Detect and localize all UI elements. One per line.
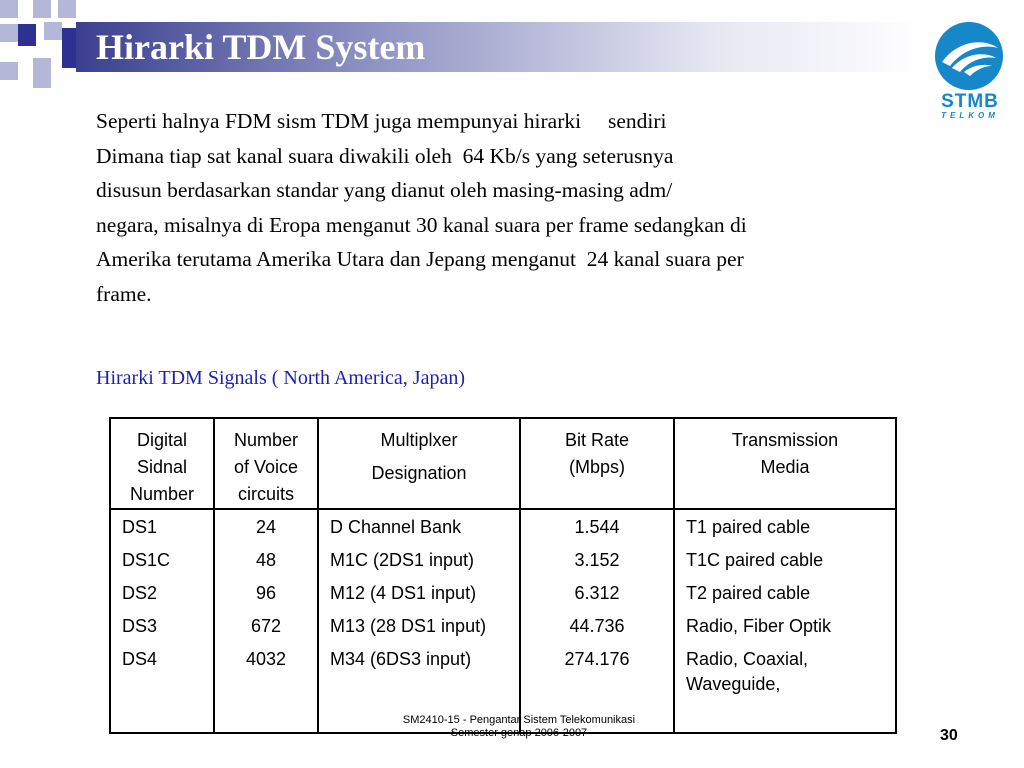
decor-square (33, 0, 51, 18)
header-digital-signal-number (110, 418, 214, 509)
table-cell: T1C paired cable (686, 550, 824, 570)
table-cell: M13 (28 DS1 input) (330, 616, 487, 636)
table-cell: 44.736 (569, 616, 625, 636)
header-line: Digital (136, 430, 188, 450)
body-line: Seperti halnya FDM sism TDM juga mempunyai hirarki sendiri (96, 109, 667, 133)
table-cell: DS3 (122, 616, 158, 636)
body-line: Amerika terutama Amerika Utara dan Jepang menganut 24 kanal suara per (96, 247, 744, 271)
cell-multiplexer (318, 509, 520, 733)
table-cell: 1.544 (574, 517, 620, 537)
header-line: Designation (371, 463, 467, 483)
body-paragraph (96, 104, 966, 311)
body-line: disusun berdasarkan standar yang dianut oleh masing-masing adm/ (96, 178, 673, 202)
body-line: negara, misalnya di Eropa menganut 30 kanal suara per frame sedangkan di (96, 212, 747, 237)
table-cell: 3.152 (574, 550, 620, 570)
table-cell: 672 (250, 616, 282, 636)
table-cell: D Channel Bank (330, 517, 462, 537)
footer-course: SM2410-15 - Pengantar Sistem Telekomunikasi (402, 714, 636, 726)
page-number: 30 (940, 727, 958, 744)
table-cell: M12 (4 DS1 input) (330, 583, 477, 603)
tdm-hierarchy-table (109, 417, 897, 734)
header-line: Number (129, 484, 195, 504)
table-cell: DS4 (122, 649, 158, 669)
decor-square (33, 58, 51, 88)
header-line: (Mbps) (568, 457, 625, 477)
body-line: frame. (96, 281, 152, 306)
table-cell: DS1 (122, 517, 158, 537)
slide-title: Hirarki TDM System (96, 27, 426, 67)
table-cell: 4032 (245, 649, 287, 669)
header-line: of Voice (233, 457, 299, 477)
header-bit-rate (520, 418, 674, 509)
table-cell: M34 (6DS3 input) (330, 649, 472, 669)
header-line: Multiplxer (380, 430, 458, 450)
header-line: Transmission (731, 430, 839, 450)
decor-square (0, 0, 18, 18)
logo-subtext: TELKOM (941, 111, 999, 120)
cell-transmission-media (674, 509, 896, 733)
table-cell: 6.312 (574, 583, 620, 603)
table-cell: 274.176 (564, 649, 630, 669)
table-cell: T1 paired cable (686, 517, 811, 537)
decor-square (0, 62, 18, 80)
header-multiplexer (318, 418, 520, 509)
decor-square (18, 24, 36, 46)
table-cell: Radio, Fiber Optik (686, 616, 832, 636)
header-line: Bit Rate (564, 430, 630, 450)
decor-square (62, 28, 76, 68)
decor-square (58, 0, 76, 18)
table-header-row (110, 418, 896, 509)
table-row (110, 509, 896, 733)
table-cell: DS1C (122, 550, 171, 570)
table-caption: Hirarki TDM Signals ( North America, Japan) (96, 367, 465, 389)
body-line: Dimana tiap sat kanal suara diwakili oleh 64 Kb/s yang seterusnya (96, 143, 674, 168)
decor-square (0, 24, 18, 42)
table-cell: T2 paired cable (686, 583, 811, 603)
table-cell: DS2 (122, 583, 158, 603)
footer (354, 714, 684, 740)
table-cell: Radio, Coaxial, Waveguide, (686, 649, 809, 694)
header-line: Sidnal (136, 457, 188, 477)
header-line: Media (760, 457, 810, 477)
cell-bit-rate (520, 509, 674, 733)
header-transmission-media (674, 418, 896, 509)
table-cell: 96 (255, 583, 277, 603)
table-cell: M1C (2DS1 input) (330, 550, 475, 570)
header-line: circuits (237, 484, 294, 504)
cell-voice-circuits (214, 509, 318, 733)
logo-text: STMB (941, 91, 999, 112)
header-voice-circuits (214, 418, 318, 509)
table-cell: 24 (255, 517, 277, 537)
footer-semester: Semester genap 2006-2007 (450, 727, 588, 739)
decor-square (44, 22, 62, 40)
table-cell: 48 (255, 550, 277, 570)
cell-signal-numbers (110, 509, 214, 733)
header-line: Number (233, 430, 299, 450)
